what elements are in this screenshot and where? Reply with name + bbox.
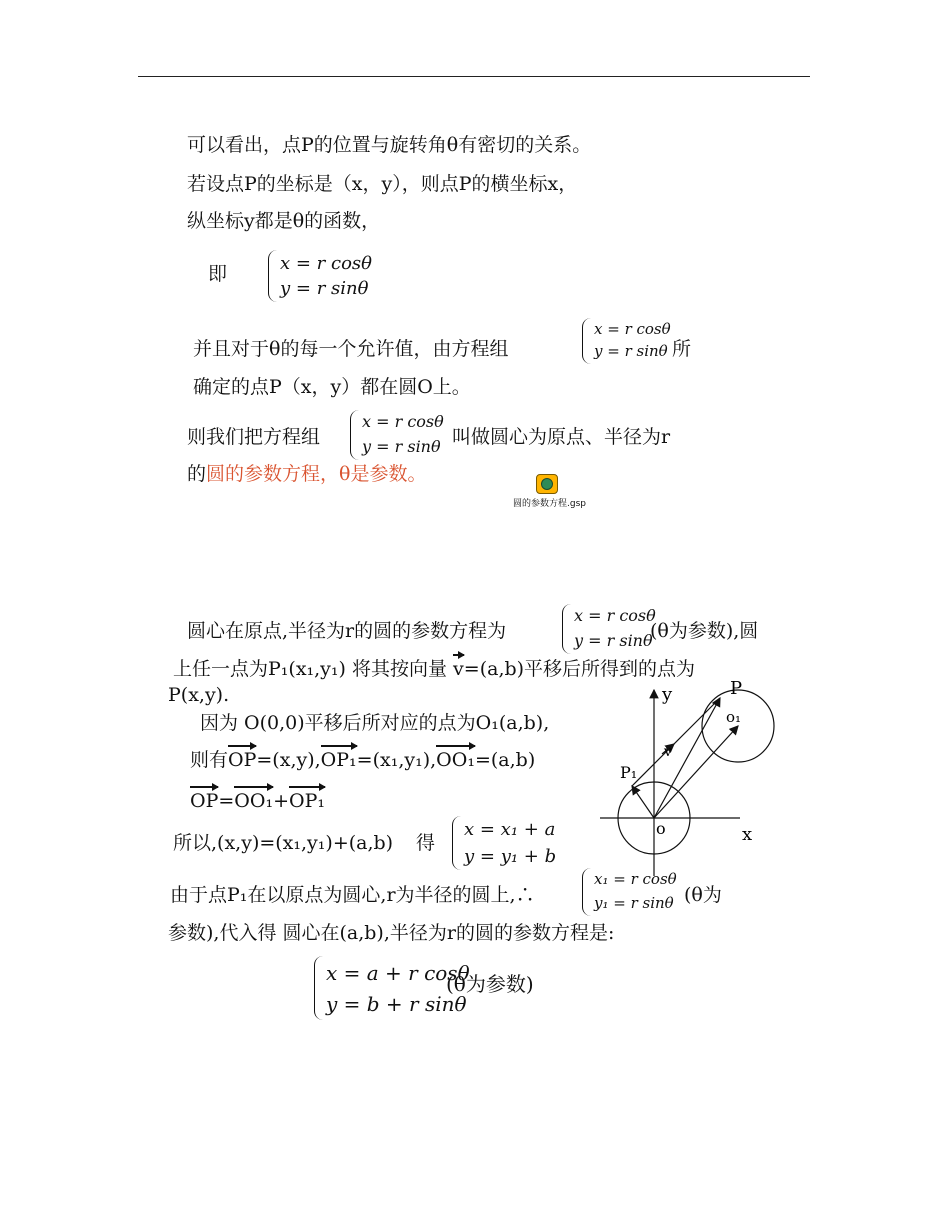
eq-x: x = r cosθ (362, 412, 444, 431)
eq-y: y = r sinθ (574, 631, 653, 650)
s2-line2b: =(a,b)平移后所得到的点为 (463, 658, 696, 680)
s1-line6a: 则我们把方程组 (187, 426, 321, 448)
brace (452, 816, 461, 870)
eq-x: x = r cosθ (594, 320, 671, 338)
s2-line3: P(x,y). (168, 684, 230, 706)
final-eq-x: x = a + r cosθ (326, 961, 470, 985)
brace (582, 318, 591, 364)
vector-oo1-line (654, 726, 738, 818)
s1-line5: 确定的点P（x，y）都在圆O上。 (193, 376, 471, 398)
translation-diagram (590, 678, 790, 878)
s1-system-1 (268, 250, 398, 302)
s2-line9: 参数),代入得 圆心在(a,b),半径为r的圆的参数方程是: (168, 922, 615, 944)
s2-line1b: (θ为参数),圆 (650, 620, 759, 642)
s2-line5c: =(x₁,y₁), (356, 749, 437, 771)
eq-sign: = (218, 790, 235, 812)
s1-line7 (187, 465, 426, 484)
s2-line6 (190, 792, 325, 811)
label-p1: P₁ (620, 763, 638, 782)
label-p: P (730, 678, 743, 699)
vector-op1: OP₁ (289, 790, 325, 812)
eq-x: x = r cosθ (574, 606, 656, 625)
label-o: o (656, 819, 666, 838)
brace (562, 604, 571, 654)
vector-op: OP (228, 749, 257, 771)
final-eq-y: y = b + r sinθ (326, 992, 467, 1016)
s1-line2: 若设点P的坐标是（x，y），则点P的横坐标x， (187, 173, 578, 195)
s1-system-2 (582, 318, 682, 364)
s2-line4: 因为 O(0,0)平移后所对应的点为O₁(a,b), (200, 712, 550, 734)
eq-x1: x = x₁ + a (464, 819, 556, 840)
eq-y: y = r sinθ (594, 342, 668, 360)
gsp-file-icon[interactable] (536, 474, 558, 494)
s1-line4b: 所 (672, 338, 692, 360)
s2-line5 (190, 751, 535, 770)
vector-v: v (453, 658, 464, 680)
brace (314, 956, 323, 1020)
s2-line2 (173, 660, 695, 679)
p1-to-p-line (632, 698, 720, 786)
label-y: y (662, 684, 673, 705)
vector-op1-line (632, 786, 654, 818)
s1-ji: 即 (208, 263, 228, 285)
s2-line7-de: 得 (416, 832, 436, 854)
eq-x: x = r cosθ (280, 253, 372, 274)
vector-op1: OP₁ (320, 749, 357, 771)
s2-line5b: =(x,y), (256, 749, 321, 771)
brace (268, 250, 277, 302)
s2-system-1 (562, 604, 656, 654)
gsp-file-label[interactable]: 圆的参数方程.gsp (513, 499, 586, 509)
label-o1: o₁ (726, 708, 742, 726)
s1-line7a: 的 (187, 463, 207, 485)
s1-line6b: 叫做圆心为原点、半径为r (452, 426, 671, 448)
s2-line2a: 上任一点为P₁(x₁,y₁) 将其按向量 (173, 658, 447, 680)
s1-line1: 可以看出，点P的位置与旋转角θ有密切的关系。 (187, 134, 592, 156)
s2-line5a: 则有 (190, 749, 229, 771)
s1-line4a: 并且对于θ的每一个允许值，由方程组 (193, 338, 509, 360)
s2-line1a: 圆心在原点,半径为r的圆的参数方程为 (187, 620, 507, 642)
final-system (314, 956, 470, 1020)
s1-system-3 (350, 410, 450, 460)
plus-sign: + (273, 790, 289, 812)
label-v: v (664, 744, 672, 760)
eq-y1: y = y₁ + b (464, 846, 557, 867)
label-x: x (742, 824, 753, 845)
s1-line3: 纵坐标y都是θ的函数， (187, 210, 381, 232)
brace (350, 410, 359, 460)
s2-line8a: 由于点P₁在以原点为圆心,r为半径的圆上,∴ (170, 884, 535, 906)
s1-line7b-highlight: 圆的参数方程，θ是参数。 (206, 463, 427, 485)
eq-y1s: y₁ = r sinθ (594, 894, 674, 912)
final-param: (θ为参数) (446, 972, 534, 996)
s2-line5d: =(a,b) (474, 749, 536, 771)
top-rule (138, 76, 810, 77)
s2-line8b: (θ为 (684, 884, 722, 906)
eq-y: y = r sinθ (362, 437, 441, 456)
s2-system-2 (452, 816, 557, 870)
vector-oo1: OO₁ (234, 790, 274, 812)
s2-line7a: 所以,(x,y)=(x₁,y₁)+(a,b) (173, 832, 394, 854)
eq-y: y = r sinθ (280, 278, 369, 299)
vector-oo1: OO₁ (436, 749, 475, 771)
eq-x1c: x₁ = r cosθ (594, 870, 677, 888)
vector-op: OP (190, 790, 219, 812)
